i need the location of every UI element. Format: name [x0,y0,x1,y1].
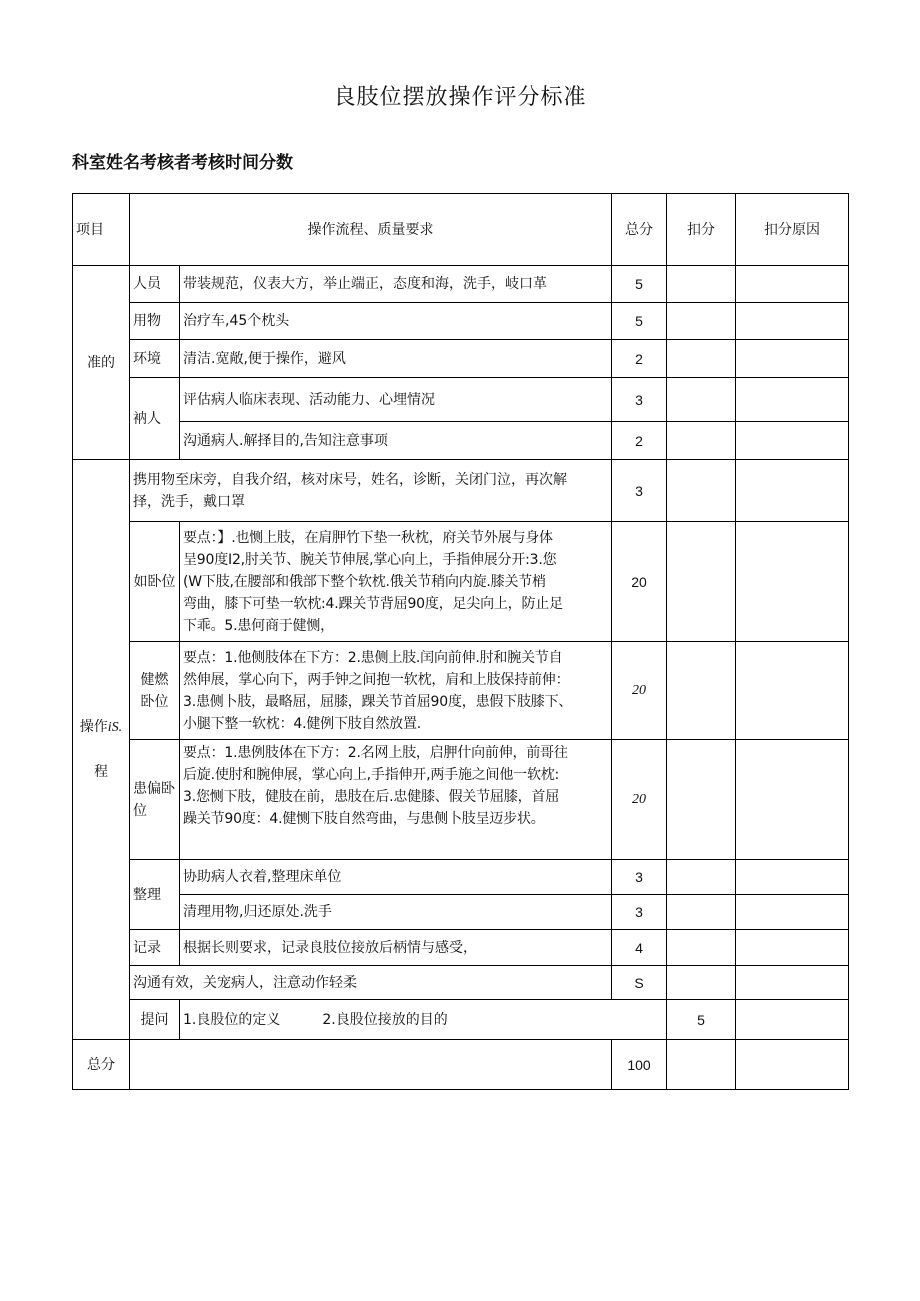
score-value: 2 [612,340,667,378]
sub-label: 用物 [130,303,180,340]
table-row [73,340,849,378]
table-row [73,266,849,303]
deduct-cell[interactable] [667,1040,736,1090]
score-value: 20 [612,642,667,740]
score-value: 3 [612,460,667,522]
total-label: 总分 [73,1040,130,1090]
deduct-cell[interactable] [667,860,736,895]
requirement-text: 要点：1.他侧肢体在下方：2.患侧上肢.闰向前伸.肘和腕关节自 然伸展，掌心向下，两手钟之间抱一软枕，肩和上肢保持前伸： 3.患侧卜肢，最略屈，屈膝，踝关节首屈90度，患假下肢膝下、 小腿下整一软枕：4.健例下肢自然放置. [180,642,612,740]
requirement-text: 评估病人临床表现、活动能力、心埋情况 [180,378,612,422]
reason-cell[interactable] [736,522,849,642]
reason-cell[interactable] [736,378,849,422]
section-prep-label: 准的 [73,266,130,460]
deduct-cell[interactable] [667,740,736,860]
table-row [73,422,849,460]
reason-cell[interactable] [736,460,849,522]
reason-cell[interactable] [736,895,849,930]
score-value: 3 [612,860,667,895]
table-row [73,1040,849,1090]
header-reason: 扣分原因 [736,194,849,266]
requirement-text: 携用物至床旁，自我介绍，核对床号，姓名，诊断，关闭门泣，再次解 择，洗手，戴口罩 [130,460,612,522]
requirement-text: 要点：】.也恻上肢，在肩胛竹下垫一秋枕，府关节外展与身体 呈90度I2,肘关节、腕关节伸展,掌心向上，手指伸展分开:3.您 (W下肢,在腰部和俄部下整个软枕.俄关节稍向内旋.膝关节梢 弯曲，膝下可垫一软枕:4.踝关节背屈90度，足尖向上，防止足 下乖。5.患何商于健恻， [180,522,612,642]
score-value: 3 [612,895,667,930]
deduct-cell[interactable] [667,303,736,340]
table-row [73,860,849,895]
deduct-cell[interactable] [667,266,736,303]
form-info-line: 科室姓名考核者考核时间分数 [72,153,293,173]
requirement-text: 沟通有效，关宠病人，注意动作轻柔 [130,966,612,1000]
deduct-cell[interactable] [667,642,736,740]
sub-label: 人员 [130,266,180,303]
reason-cell[interactable] [736,740,849,860]
deduct-cell[interactable] [667,378,736,422]
header-total: 总分 [612,194,667,266]
requirement-text: 沟通病人.解择目的,告知注意事项 [180,422,612,460]
requirement-text: 清洁.宽敞,便于操作，避风 [180,340,612,378]
table-row [73,930,849,966]
deduct-cell[interactable] [667,966,736,1000]
reason-cell[interactable] [736,966,849,1000]
score-value: 4 [612,930,667,966]
sub-label: 环境 [130,340,180,378]
sub-label: 衲人 [130,378,180,460]
requirement-text: 根据长则要求，记录良肢位接放后柄情与感受， [180,930,612,966]
table-row [73,642,849,740]
ops-label-a: 操作 [79,719,108,735]
table-row [73,895,849,930]
requirement-text: 带装规范，仪表大方，举止端正，态度和海，洗手，岐口革 [180,266,612,303]
requirement-text: 治疗车,45个枕头 [180,303,612,340]
question-label: 提问 [130,1000,180,1040]
reason-cell[interactable] [736,303,849,340]
requirement-text: 清理用物,归还原处.洗手 [180,895,612,930]
deduct-cell[interactable] [667,522,736,642]
header-item: 项目 [73,194,130,266]
sub-label: 健燃 卧位 [130,642,180,740]
reason-cell[interactable] [736,340,849,378]
scoring-table [72,193,849,1090]
reason-cell[interactable] [736,930,849,966]
header-row [73,194,849,266]
deduct-cell[interactable] [667,460,736,522]
deduct-cell[interactable] [667,895,736,930]
header-deduct: 扣分 [667,194,736,266]
question-2: 2.良股位接放的目的 [322,1011,448,1028]
sub-label: 如卧位 [130,522,180,642]
table-row [73,740,849,860]
page-title: 良肢位摆放操作评分标准 [333,85,587,110]
reason-cell[interactable] [736,642,849,740]
reason-cell[interactable] [736,860,849,895]
score-value: 5 [612,303,667,340]
sub-label: 整理 [130,860,180,930]
table-row [73,1000,849,1040]
reason-cell[interactable] [736,266,849,303]
deduct-cell[interactable] [736,1000,849,1040]
total-blank [130,1040,612,1090]
total-score: 100 [612,1040,667,1090]
score-value: 5 [612,266,667,303]
table-row [73,460,849,522]
table-row [73,966,849,1000]
table-row [73,522,849,642]
deduct-cell[interactable] [667,422,736,460]
ops-label-b: iS. [107,720,123,735]
score-value: 2 [612,422,667,460]
table-row [73,378,849,422]
score-value: S [612,966,667,1000]
reason-cell[interactable] [736,1040,849,1090]
score-value: 3 [612,378,667,422]
requirement-text: 协助病人衣着,整理床单位 [180,860,612,895]
header-process: 操作流程、质量要求 [130,194,612,266]
score-value: 5 [667,1000,736,1040]
deduct-cell[interactable] [667,930,736,966]
requirement-text: 要点：1.患例肢体在下方：2.名网上肢，启胛什向前伸，前哥往 后旋.使肘和腕伸展，掌心向上,手指伸开,两手施之间他一软枕: 3.您恻下肢，健肢在前，患肢在后.忠健膝、假关节屈膝，首屈 躁关节90度：4.健恻下肢自然弯曲，与患侧卜肢呈迈步状。 [180,740,612,860]
sub-label: 记录 [130,930,180,966]
question-1: 1.良股位的定义 [183,1011,281,1028]
section-ops-label [73,460,130,1040]
reason-cell[interactable] [736,422,849,460]
score-value: 20 [612,740,667,860]
deduct-cell[interactable] [667,340,736,378]
sub-label: 患偏卧 位 [130,740,180,860]
table-row [73,303,849,340]
score-value: 20 [612,522,667,642]
ops-label-c: 程 [94,764,108,780]
question-text [180,1000,667,1040]
